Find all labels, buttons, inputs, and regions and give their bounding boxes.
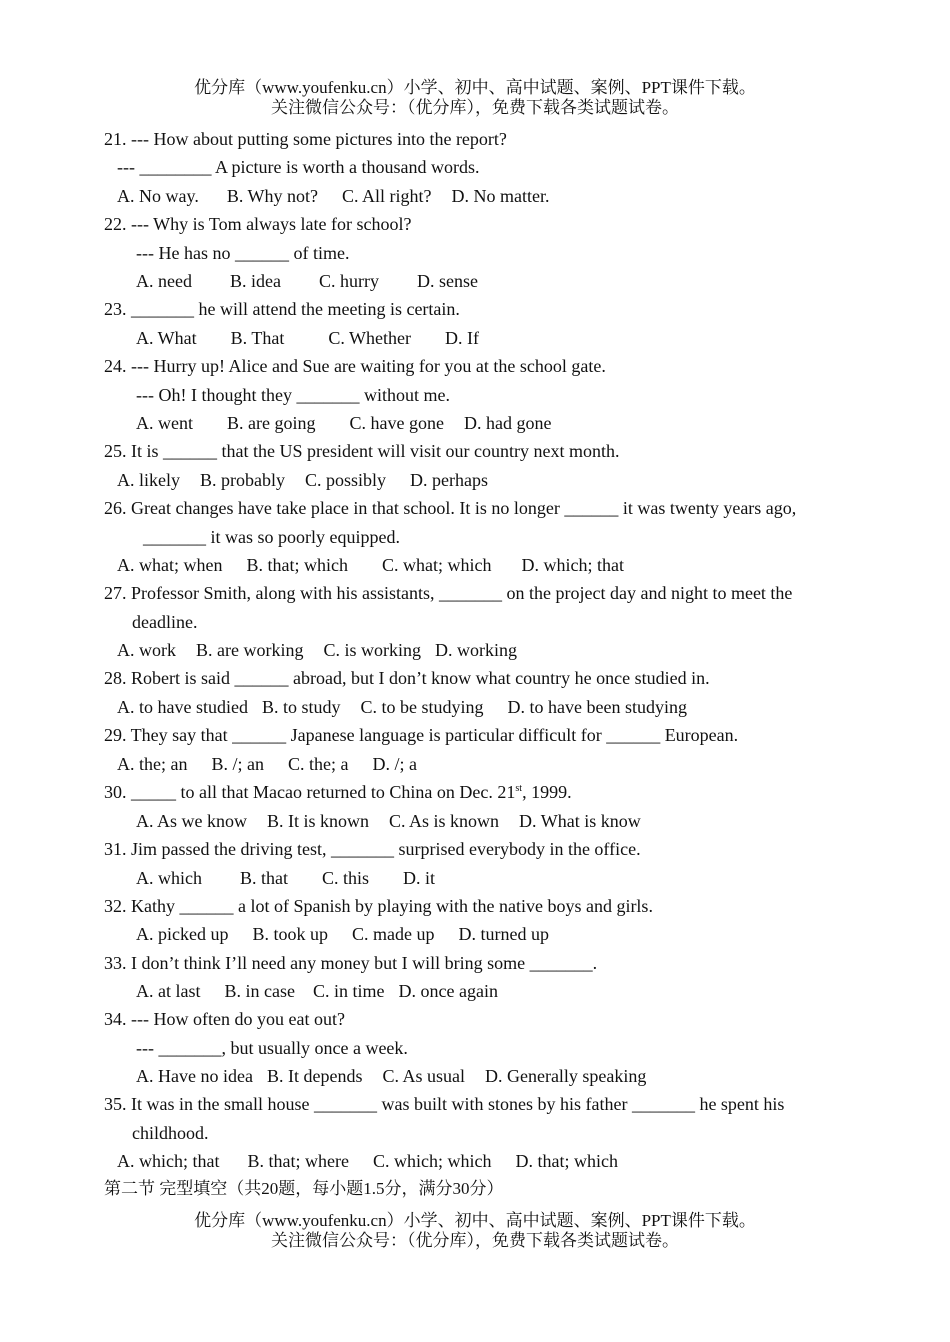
footer-line-1: 优分库（www.youfenku.cn）小学、初中、高中试题、案例、PPT课件下载。 [194, 1211, 756, 1230]
option-c: C. have gone [349, 413, 444, 433]
question-21-line2: --- ________ A picture is worth a thousand words. [117, 157, 480, 177]
option-c: C. All right? [342, 186, 432, 206]
option-c: C. in time [312, 981, 385, 1001]
option-b: B. that; which [246, 555, 348, 575]
option-a: A. at last [136, 981, 201, 1001]
question-22-options [136, 270, 478, 292]
option-c: C. the; a [287, 754, 349, 774]
option-d: D. sense [416, 271, 478, 291]
option-a: A. went [136, 413, 193, 433]
option-d: D. once again [398, 981, 498, 1001]
option-d: D. working [435, 640, 517, 660]
option-d: D. which; that [521, 555, 624, 575]
option-d: D. If [444, 328, 479, 348]
question-35-stem: 35. It was in the small house _______ was built with stones by his father _______ he spent his [104, 1094, 785, 1114]
question-28-options [117, 696, 687, 718]
option-b: B. Why not? [226, 186, 318, 206]
question-30-options [136, 810, 641, 832]
option-a: A. No way. [117, 186, 199, 206]
question-26-line2: _______ it was so poorly equipped. [143, 527, 400, 547]
option-d: D. that; which [515, 1151, 618, 1171]
question-21-stem: 21. --- How about putting some pictures into the report? [104, 129, 507, 149]
option-b: B. that [240, 868, 288, 888]
option-c: C. hurry [318, 271, 379, 291]
option-d: D. No matter. [451, 186, 550, 206]
option-b: B. are going [227, 413, 316, 433]
option-c: C. this [322, 868, 370, 888]
option-c: C. As is known [389, 811, 500, 831]
question-21-options [117, 185, 549, 207]
question-28-stem: 28. Robert is said ______ abroad, but I don’t know what country he once studied in. [104, 668, 710, 688]
option-b: B. It depends [266, 1066, 363, 1086]
question-34-line2: --- _______, but usually once a week. [136, 1038, 408, 1058]
question-35-line2: childhood. [132, 1123, 209, 1143]
header-line-2: 关注微信公众号：（优分库），免费下载各类试题试卷。 [271, 98, 679, 117]
option-d: D. to have been studying [507, 697, 687, 717]
question-30-stem: 30. _____ to all that Macao returned to China on Dec. 21st, 1999. [104, 782, 572, 802]
question-25-options [117, 469, 488, 491]
question-27-options [117, 639, 517, 661]
question-24-options [136, 412, 551, 434]
option-a: A. to have studied [117, 697, 248, 717]
option-d: D. /; a [372, 754, 417, 774]
question-23-stem: 23. _______ he will attend the meeting is certain. [104, 299, 460, 319]
question-26-options [117, 554, 624, 576]
option-a: A. likely [117, 470, 180, 490]
option-d: D. What is know [519, 811, 641, 831]
option-b: B. It is known [267, 811, 370, 831]
option-a: A. What [136, 328, 197, 348]
option-b: B. in case [224, 981, 295, 1001]
header-line-1: 优分库（www.youfenku.cn）小学、初中、高中试题、案例、PPT课件下载。 [194, 78, 756, 97]
question-26-stem: 26. Great changes have take place in that school. It is no longer ______ it was twenty years ago, [104, 498, 797, 518]
question-33-options [136, 980, 498, 1002]
option-b: B. That [230, 328, 285, 348]
question-33-stem: 33. I don’t think I’ll need any money but I will bring some _______. [104, 953, 598, 973]
question-27-stem: 27. Professor Smith, along with his assistants, _______ on the project day and night to meet the [104, 583, 793, 603]
option-c: C. As usual [382, 1066, 465, 1086]
option-b: B. that; where [247, 1151, 349, 1171]
question-23-options [136, 327, 479, 349]
option-a: A. As we know [136, 811, 247, 831]
question-32-options [136, 923, 549, 945]
footer-line-2: 关注微信公众号：（优分库），免费下载各类试题试卷。 [271, 1231, 679, 1250]
option-a: A. what; when [117, 555, 223, 575]
question-22-line2: --- He has no ______ of time. [136, 243, 350, 263]
section-title: 第二节 完型填空（共20题，每小题1.5分，满分30分） [104, 1179, 504, 1198]
question-24-line2: --- Oh! I thought they _______ without me. [136, 385, 450, 405]
option-b: B. probably [200, 470, 285, 490]
option-c: C. what; which [381, 555, 492, 575]
option-c: C. made up [352, 924, 435, 944]
option-c: C. to be studying [360, 697, 484, 717]
option-b: B. idea [229, 271, 281, 291]
option-d: D. perhaps [410, 470, 489, 490]
option-a: A. work [117, 640, 176, 660]
option-c: C. which; which [372, 1151, 492, 1171]
option-a: A. Have no idea [136, 1066, 253, 1086]
question-35-options [117, 1150, 618, 1172]
question-31-options [136, 867, 435, 889]
question-24-stem: 24. --- Hurry up! Alice and Sue are waiting for you at the school gate. [104, 356, 606, 376]
question-31-stem: 31. Jim passed the driving test, _______ surprised everybody in the office. [104, 839, 641, 859]
question-32-stem: 32. Kathy ______ a lot of Spanish by playing with the native boys and girls. [104, 896, 653, 916]
option-a: A. which; that [117, 1151, 220, 1171]
question-34-options [136, 1065, 646, 1087]
option-d: D. turned up [458, 924, 549, 944]
option-b: B. to study [261, 697, 341, 717]
option-d: D. it [403, 868, 436, 888]
option-a: A. need [136, 271, 192, 291]
question-29-options [117, 753, 417, 775]
option-b: B. took up [252, 924, 328, 944]
option-a: A. picked up [136, 924, 229, 944]
question-34-stem: 34. --- How often do you eat out? [104, 1009, 345, 1029]
option-d: D. Generally speaking [484, 1066, 647, 1086]
option-d: D. had gone [463, 413, 552, 433]
option-b: B. /; an [211, 754, 264, 774]
question-27-line2: deadline. [132, 612, 198, 632]
question-22-stem: 22. --- Why is Tom always late for school? [104, 214, 412, 234]
option-a: A. the; an [117, 754, 188, 774]
option-a: A. which [136, 868, 202, 888]
option-c: C. possibly [305, 470, 387, 490]
option-c: C. is working [323, 640, 421, 660]
question-29-stem: 29. They say that ______ Japanese language is particular difficult for ______ European. [104, 725, 739, 745]
option-c: C. Whether [328, 328, 411, 348]
question-25-stem: 25. It is ______ that the US president will visit our country next month. [104, 441, 620, 461]
option-b: B. are working [196, 640, 304, 660]
